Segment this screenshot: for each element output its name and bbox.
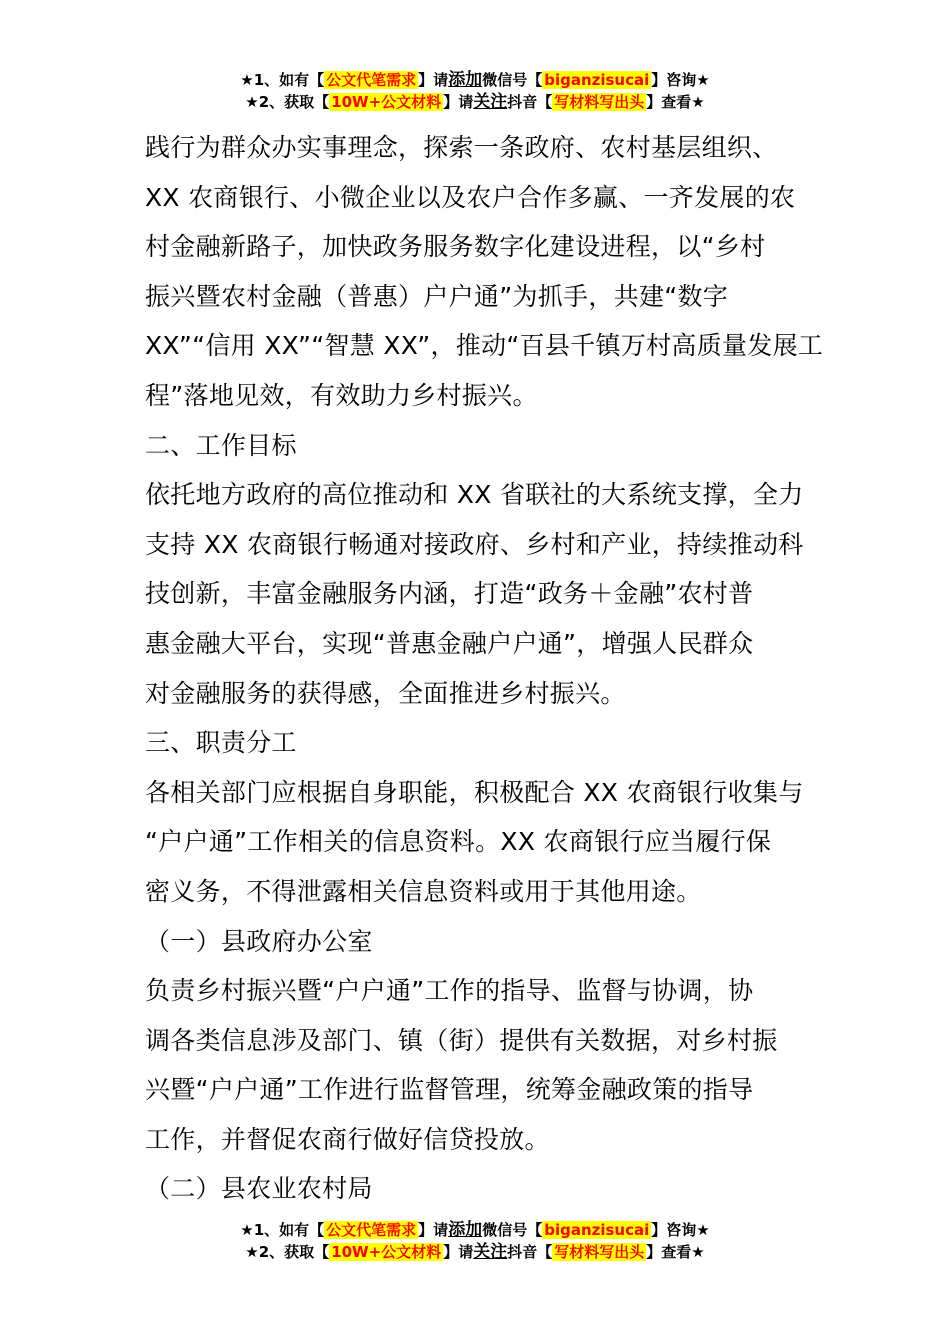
banner-highlight: 公文代笔需求 [326, 71, 417, 89]
body-line: 支持 XX 农商银行畅通对接政府、乡村和产业，持续推动科 [145, 529, 804, 559]
banner-text: 】请 [418, 1221, 449, 1239]
banner-line-1 [0, 1219, 950, 1241]
banner-text: 抖音【 [507, 1243, 553, 1261]
banner-emphasis: 关注 [473, 1242, 508, 1262]
banner-emphasis: 添加 [448, 1220, 483, 1240]
body-line: 依托地方政府的高位推动和 XX 省联社的大系统支撑，全力 [145, 480, 804, 510]
body-line: 各相关部门应根据自身职能，积极配合 XX 农商银行收集与 [145, 777, 804, 807]
banner-text: 】请 [443, 1243, 474, 1261]
banner-highlight: 写材料写出头 [554, 93, 645, 111]
banner-line-1 [0, 69, 950, 91]
banner-text: 】咨询★ [651, 1221, 710, 1239]
body-line: 密义务，不得泄露相关信息资料或用于其他用途。 [145, 876, 702, 906]
document-body [145, 123, 825, 1214]
banner-highlight: 公文代笔需求 [326, 1221, 417, 1239]
body-line: 负责乡村振兴暨“户户通”工作的指导、监督与协调，协 [145, 976, 754, 1006]
banner-text: ★2、获取【 [245, 1243, 330, 1261]
subsection-heading: （二）县农业农村局 [145, 1174, 373, 1204]
banner-text: 】咨询★ [651, 71, 710, 89]
body-line: 调各类信息涉及部门、镇（街）提供有关数据，对乡村振 [145, 1025, 778, 1055]
body-line: XX 农商银行、小微企业以及农户合作多赢、一齐发展的农 [145, 182, 796, 212]
body-line: 兴暨“户户通”工作进行监督管理，统筹金融政策的指导 [145, 1075, 754, 1105]
top-banner [0, 69, 950, 113]
banner-text: 】请 [443, 93, 474, 111]
body-line: 振兴暨农村金融（普惠）户户通”为抓手，共建“数字 [145, 281, 729, 311]
banner-text: 】查看★ [646, 1243, 705, 1261]
banner-highlight: biganzisucai [544, 1221, 650, 1239]
banner-emphasis: 添加 [448, 70, 483, 90]
banner-emphasis: 关注 [473, 92, 508, 112]
section-heading: 二、工作目标 [145, 430, 297, 460]
banner-highlight: 10W+公文材料 [331, 1243, 442, 1261]
banner-highlight: biganzisucai [544, 71, 650, 89]
body-line: 惠金融大平台，实现“普惠金融户户通”，增强人民群众 [145, 628, 754, 658]
section-heading: 三、职责分工 [145, 728, 297, 758]
body-line: 践行为群众办实事理念，探索一条政府、农村基层组织、 [145, 133, 778, 162]
body-line: 技创新，丰富金融服务内涵，打造“政务＋金融”农村普 [145, 579, 754, 609]
banner-text: 微信号【 [482, 71, 543, 89]
banner-text: 】请 [418, 71, 449, 89]
banner-line-2 [0, 91, 950, 113]
body-line: 村金融新路子，加快政务服务数字化建设进程，以“乡村 [145, 232, 766, 262]
body-line: 程”落地见效，有效助力乡村振兴。 [145, 380, 538, 410]
bottom-banner [0, 1219, 950, 1263]
banner-text: ★1、如有【 [240, 1221, 325, 1239]
banner-text: ★2、获取【 [245, 93, 330, 111]
body-line: “户户通”工作相关的信息资料。XX 农商银行应当履行保 [145, 827, 772, 857]
banner-text: 】查看★ [646, 93, 705, 111]
banner-text: 微信号【 [482, 1221, 543, 1239]
banner-line-2 [0, 1241, 950, 1263]
body-line: XX”“信用 XX”“智慧 XX”，推动“百县千镇万村高质量发展工 [145, 331, 824, 361]
banner-highlight: 写材料写出头 [554, 1243, 645, 1261]
banner-highlight: 10W+公文材料 [331, 93, 442, 111]
banner-text: ★1、如有【 [240, 71, 325, 89]
subsection-heading: （一）县政府办公室 [145, 926, 373, 956]
body-line: 对金融服务的获得感，全面推进乡村振兴。 [145, 678, 626, 708]
banner-text: 抖音【 [507, 93, 553, 111]
body-line: 工作，并督促农商行做好信贷投放。 [145, 1124, 550, 1154]
